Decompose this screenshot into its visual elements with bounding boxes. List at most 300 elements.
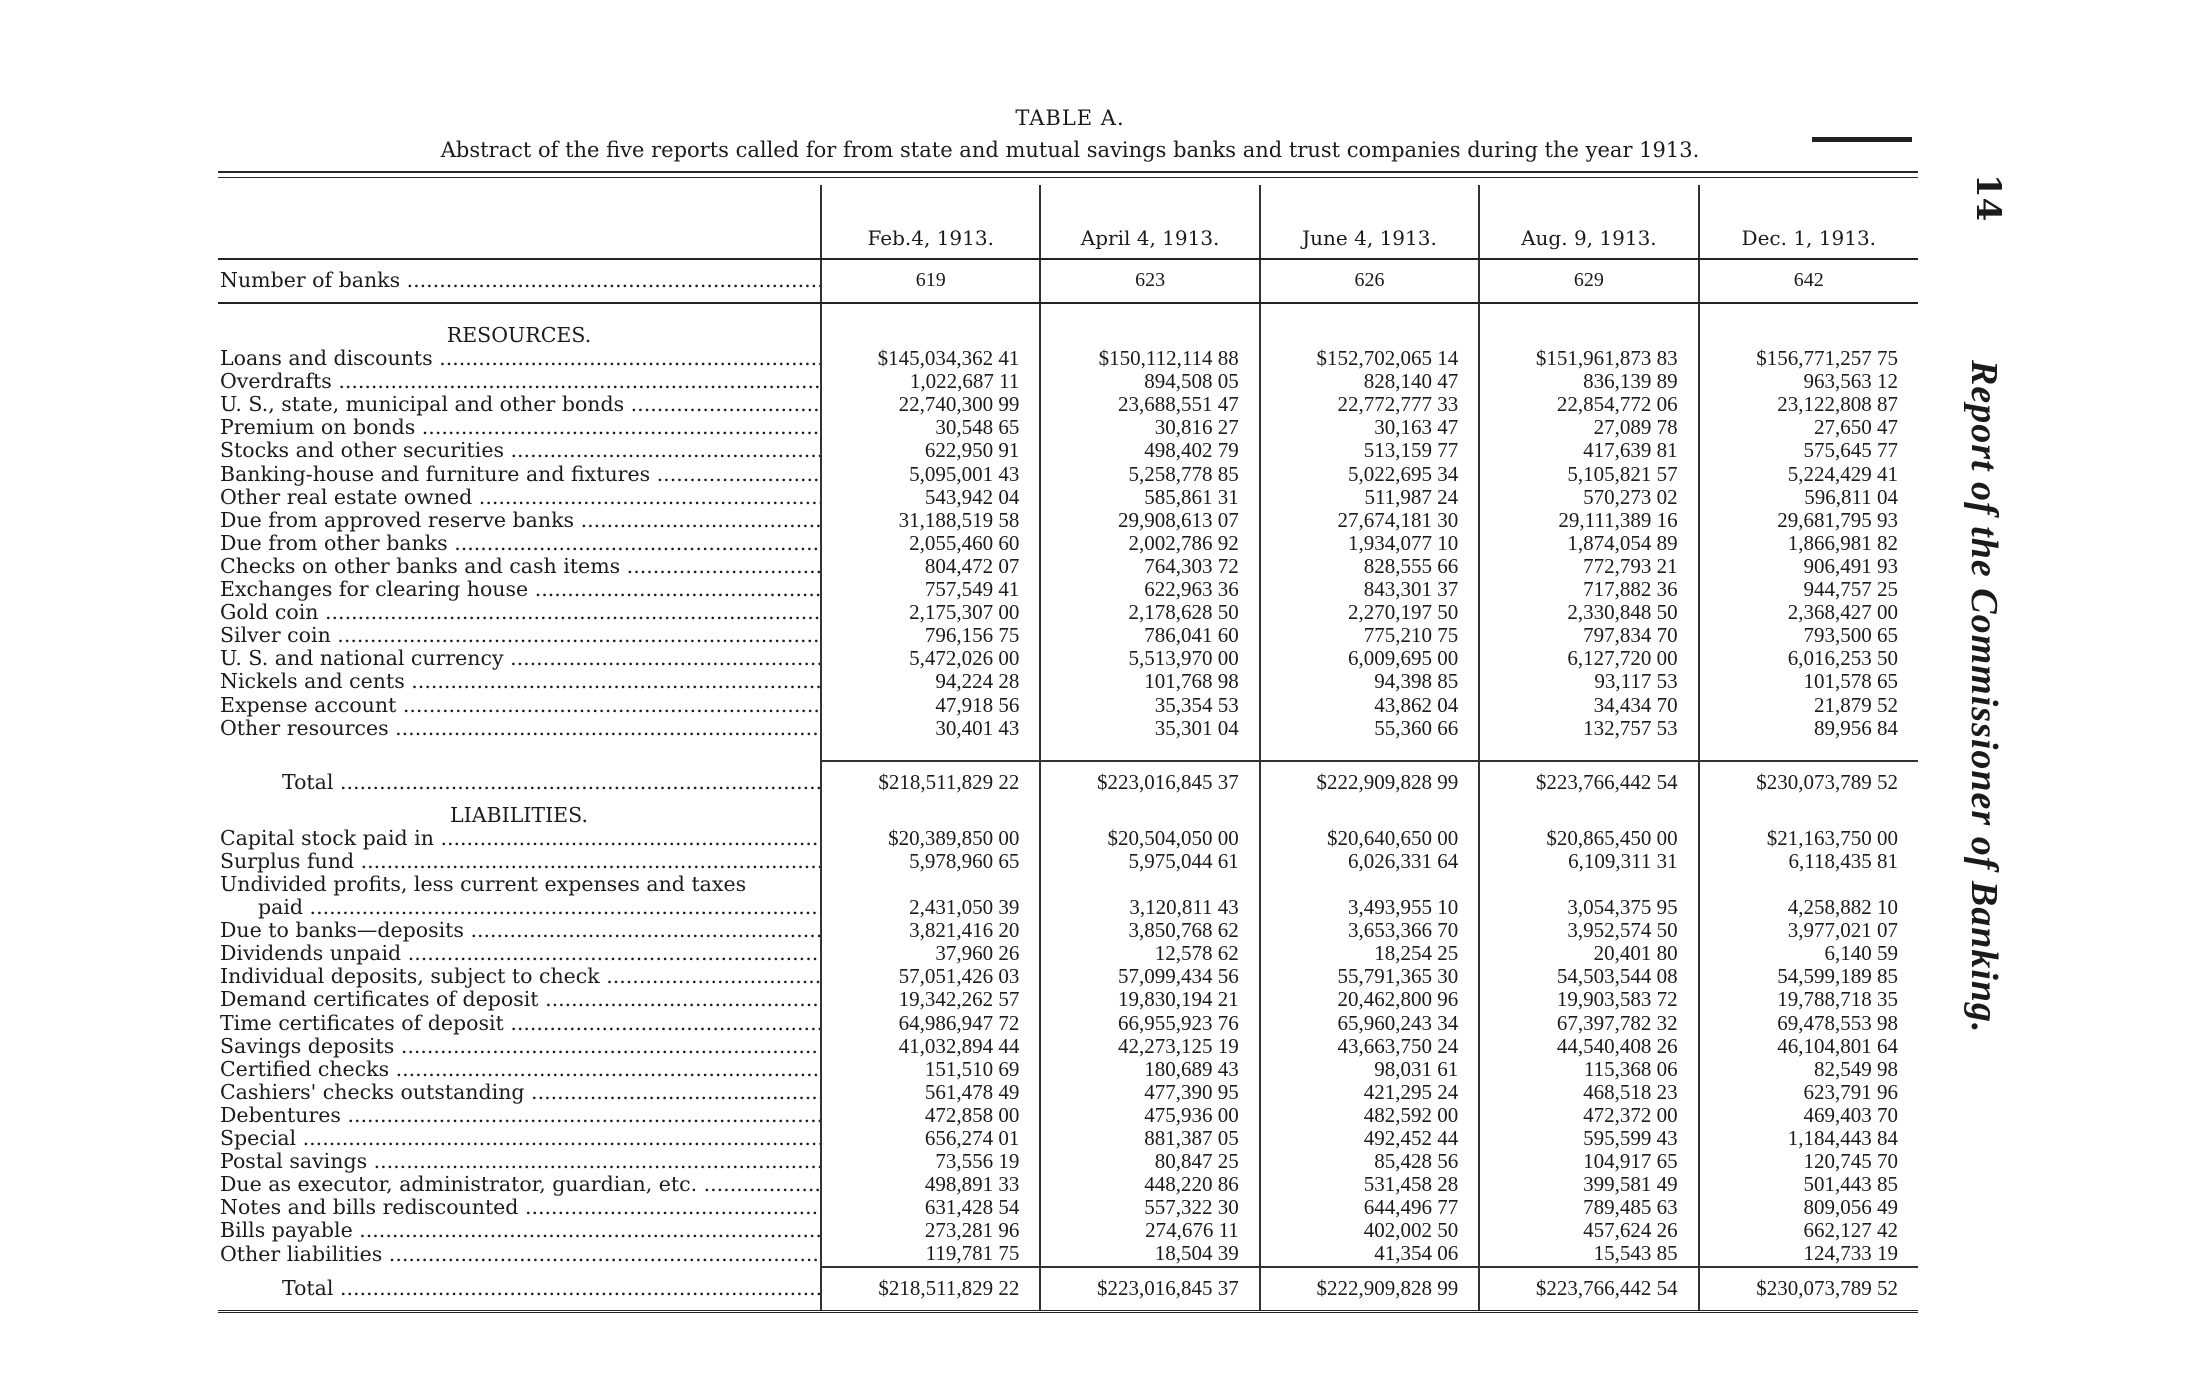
row-label-text: Stocks and other securities [220, 439, 504, 463]
row-label [218, 761, 821, 804]
amount-cell: 35,354 53 [1040, 694, 1259, 717]
row-label [218, 965, 821, 988]
row-label [218, 463, 821, 486]
amount-cell: 894,508 05 [1040, 370, 1259, 393]
running-head: Report of the Commissioner of Banking. [1963, 360, 2005, 1034]
empty-cell [1479, 740, 1698, 761]
amount-cell: 19,830,194 21 [1040, 988, 1259, 1011]
row-label [218, 827, 821, 850]
amount-cell: 6,016,253 50 [1699, 647, 1918, 670]
amount-cell: 717,882 36 [1479, 578, 1698, 601]
amount-cell: 64,986,947 72 [821, 1012, 1040, 1035]
row-label-text: Silver coin [220, 624, 331, 648]
amount-cell: 94,224 28 [821, 670, 1040, 693]
row-label-text: Due from approved reserve banks [220, 508, 575, 532]
amount-cell: 457,624 26 [1479, 1219, 1698, 1242]
empty-cell [1040, 740, 1259, 761]
table-row [218, 647, 1918, 670]
column-header: April 4, 1913. [1040, 185, 1259, 259]
amount-cell: 656,274 01 [821, 1127, 1040, 1150]
amount-cell: 41,354 06 [1260, 1242, 1479, 1266]
row-label [218, 1012, 821, 1035]
row-label-text: Debentures [220, 1103, 341, 1127]
total-amount: $223,016,845 37 [1040, 1267, 1259, 1312]
row-label [218, 532, 821, 555]
amount-cell: 2,002,786 92 [1040, 532, 1259, 555]
amount-cell: 421,295 24 [1260, 1081, 1479, 1104]
amount-cell: 786,041 60 [1040, 624, 1259, 647]
row-label-text: Gold coin [220, 601, 319, 625]
row-label-text: Bills payable [220, 1219, 353, 1243]
amount-cell: 6,109,311 31 [1479, 850, 1698, 873]
amount-cell: 757,549 41 [821, 578, 1040, 601]
amount-cell: 472,372 00 [1479, 1104, 1698, 1127]
amount-cell: 27,089 78 [1479, 416, 1698, 439]
amount-cell: 54,599,189 85 [1699, 965, 1918, 988]
amount-cell: 596,811 04 [1699, 486, 1918, 509]
row-label [218, 1104, 821, 1127]
amount-cell: 43,663,750 24 [1260, 1035, 1479, 1058]
table-row [218, 1035, 1918, 1058]
row-label-text: Special [220, 1127, 297, 1150]
amount-cell: 631,428 54 [821, 1196, 1040, 1219]
amount-cell: 132,757 53 [1479, 717, 1698, 740]
bank-count: 623 [1040, 259, 1259, 303]
row-label [218, 670, 821, 693]
top-rule [218, 171, 1918, 173]
amount-cell: 115,368 06 [1479, 1058, 1698, 1081]
amount-cell: 23,688,551 47 [1040, 393, 1259, 416]
amount-cell: 570,273 02 [1479, 486, 1698, 509]
table-row [218, 416, 1918, 439]
amount-cell: 85,428 56 [1260, 1150, 1479, 1173]
empty-cell [1699, 804, 1918, 827]
amount-cell: 34,434 70 [1479, 694, 1698, 717]
amount-cell: 6,009,695 00 [1260, 647, 1479, 670]
amount-cell: 399,581 49 [1479, 1173, 1698, 1196]
amount-cell: 89,956 84 [1699, 717, 1918, 740]
amount-cell: 22,772,777 33 [1260, 393, 1479, 416]
amount-cell: 30,816 27 [1040, 416, 1259, 439]
amount-cell: 662,127 42 [1699, 1219, 1918, 1242]
total-amount: $218,511,829 22 [821, 761, 1040, 804]
amount-cell: 482,592 00 [1260, 1104, 1479, 1127]
amount-cell: 3,120,811 43 [1040, 896, 1259, 919]
row-label-text: Notes and bills rediscounted [220, 1196, 519, 1220]
row-label [218, 1150, 821, 1173]
amount-cell: 22,740,300 99 [821, 393, 1040, 416]
amount-cell: 104,917 65 [1479, 1150, 1698, 1173]
amount-cell: 417,639 81 [1479, 439, 1698, 462]
amount-cell: 881,387 05 [1040, 1127, 1259, 1150]
amount-cell: 29,681,795 93 [1699, 509, 1918, 532]
amount-cell: 469,403 70 [1699, 1104, 1918, 1127]
table-row [218, 827, 1918, 850]
empty-cell [1260, 740, 1479, 761]
amount-cell: 3,952,574 50 [1479, 919, 1698, 942]
row-label-text: U. S. and national currency [220, 647, 504, 671]
amount-cell: 595,599 43 [1479, 1127, 1698, 1150]
row-label [218, 896, 821, 919]
amount-cell: 273,281 96 [821, 1219, 1040, 1242]
row-label [218, 1196, 821, 1219]
amount-cell: 793,500 65 [1699, 624, 1918, 647]
table-body [218, 259, 1918, 1311]
amount-cell: 54,503,544 08 [1479, 965, 1698, 988]
empty-cell [1699, 873, 1918, 896]
bank-count: 642 [1699, 259, 1918, 303]
amount-cell: 513,159 77 [1260, 439, 1479, 462]
row-label-text: Due to banks—deposits [220, 919, 464, 943]
row-label [218, 555, 821, 578]
row-label [218, 647, 821, 670]
amount-cell: 2,330,848 50 [1479, 601, 1698, 624]
amount-cell: $145,034,362 41 [821, 347, 1040, 370]
amount-cell: 575,645 77 [1699, 439, 1918, 462]
amount-cell: 561,478 49 [821, 1081, 1040, 1104]
amount-cell: 622,963 36 [1040, 578, 1259, 601]
row-label-text: U. S., state, municipal and other bonds [220, 393, 625, 417]
amount-cell: 1,022,687 11 [821, 370, 1040, 393]
amount-cell: 80,847 25 [1040, 1150, 1259, 1173]
amount-cell: $20,640,650 00 [1260, 827, 1479, 850]
bank-count: 629 [1479, 259, 1698, 303]
row-label [218, 486, 821, 509]
amount-cell: 57,099,434 56 [1040, 965, 1259, 988]
amount-cell: 3,850,768 62 [1040, 919, 1259, 942]
row-label [218, 850, 821, 873]
row-label [218, 1127, 821, 1150]
amount-cell: 511,987 24 [1260, 486, 1479, 509]
row-label-text: Premium on bonds [220, 416, 416, 440]
row-label-text: Nickels and cents [220, 670, 405, 694]
table-row [218, 486, 1918, 509]
amount-cell: 1,874,054 89 [1479, 532, 1698, 555]
row-label-text: Savings deposits [220, 1034, 395, 1058]
amount-cell: 797,834 70 [1479, 624, 1698, 647]
amount-cell: 492,452 44 [1260, 1127, 1479, 1150]
amount-cell: 5,258,778 85 [1040, 463, 1259, 486]
column-header: Aug. 9, 1913. [1479, 185, 1698, 259]
amount-cell: 29,111,389 16 [1479, 509, 1698, 532]
amount-cell: 944,757 25 [1699, 578, 1918, 601]
total-amount: $223,766,442 54 [1479, 761, 1698, 804]
table-row [218, 370, 1918, 393]
table-row [218, 1242, 1918, 1266]
section-heading-row [218, 324, 1918, 347]
row-label-text: Overdrafts [220, 370, 332, 394]
amount-cell: 585,861 31 [1040, 486, 1259, 509]
amount-cell: 67,397,782 32 [1479, 1012, 1698, 1035]
amount-cell: 472,858 00 [821, 1104, 1040, 1127]
table-row [218, 1173, 1918, 1196]
amount-cell: 20,401 80 [1479, 942, 1698, 965]
amount-cell: 828,140 47 [1260, 370, 1479, 393]
amount-cell: 19,788,718 35 [1699, 988, 1918, 1011]
row-label [218, 1219, 821, 1242]
empty-cell [821, 873, 1040, 896]
amount-cell: 37,960 26 [821, 942, 1040, 965]
table-row [218, 919, 1918, 942]
row-label [218, 601, 821, 624]
row-label-text: Cashiers' checks outstanding [220, 1080, 525, 1104]
table-row [218, 965, 1918, 988]
amount-cell: 19,342,262 57 [821, 988, 1040, 1011]
table-row [218, 393, 1918, 416]
row-label-text: Dividends unpaid [220, 942, 402, 966]
amount-cell: 31,188,519 58 [821, 509, 1040, 532]
amount-cell: 501,443 85 [1699, 1173, 1918, 1196]
column-header-row [218, 185, 1918, 259]
amount-cell: 57,051,426 03 [821, 965, 1040, 988]
amount-cell: 73,556 19 [821, 1150, 1040, 1173]
row-label-text: Exchanges for clearing house [220, 578, 529, 602]
amount-cell: 66,955,923 76 [1040, 1012, 1259, 1035]
amount-cell: 809,056 49 [1699, 1196, 1918, 1219]
amount-cell: 44,540,408 26 [1479, 1035, 1698, 1058]
column-header: Dec. 1, 1913. [1699, 185, 1918, 259]
total-row [218, 1267, 1918, 1312]
row-label [218, 717, 821, 740]
row-label-text: Surplus fund [220, 849, 355, 873]
row-label [218, 393, 821, 416]
table-row [218, 463, 1918, 486]
amount-cell: $21,163,750 00 [1699, 827, 1918, 850]
row-label-text: Due from other banks [220, 531, 448, 555]
amount-cell: 15,543 85 [1479, 1242, 1698, 1266]
row-label [218, 439, 821, 462]
amount-cell: 180,689 43 [1040, 1058, 1259, 1081]
amount-cell: 23,122,808 87 [1699, 393, 1918, 416]
row-label-text: Other resources [220, 716, 389, 740]
table-row [218, 624, 1918, 647]
empty-cell [1479, 873, 1698, 896]
amount-cell: $20,504,050 00 [1040, 827, 1259, 850]
table-row [218, 1219, 1918, 1242]
amount-cell: 623,791 96 [1699, 1081, 1918, 1104]
column-header-label [218, 185, 821, 259]
table-row [218, 873, 1918, 896]
amount-cell: 29,908,613 07 [1040, 509, 1259, 532]
table-row [218, 942, 1918, 965]
amount-cell: 2,431,050 39 [821, 896, 1040, 919]
row-label-text: Time certificates of deposit [220, 1011, 504, 1035]
total-amount: $223,766,442 54 [1479, 1267, 1698, 1312]
table-row [218, 988, 1918, 1011]
amount-cell: 796,156 75 [821, 624, 1040, 647]
table-row [218, 578, 1918, 601]
row-label [218, 942, 821, 965]
total-amount: $230,073,789 52 [1699, 761, 1918, 804]
total-amount: $223,016,845 37 [1040, 761, 1259, 804]
amount-cell: 6,140 59 [1699, 942, 1918, 965]
amount-cell: 557,322 30 [1040, 1196, 1259, 1219]
row-label [218, 624, 821, 647]
amount-cell: 5,472,026 00 [821, 647, 1040, 670]
amount-cell: $156,771,257 75 [1699, 347, 1918, 370]
amount-cell: 55,791,365 30 [1260, 965, 1479, 988]
row-label-text: Expense account [220, 693, 397, 717]
amount-cell: $20,865,450 00 [1479, 827, 1698, 850]
row-label: Undivided profits, less current expenses and taxes [220, 872, 747, 896]
page-number: 14 [1968, 174, 2008, 222]
amount-cell: 804,472 07 [821, 555, 1040, 578]
amount-cell: 477,390 95 [1040, 1081, 1259, 1104]
row-label [218, 740, 821, 761]
amount-cell: 789,485 63 [1479, 1196, 1698, 1219]
row-label [218, 347, 821, 370]
column-header: June 4, 1913. [1260, 185, 1479, 259]
row-label-text: Certified checks [220, 1057, 390, 1081]
amount-cell: 94,398 85 [1260, 670, 1479, 693]
amount-cell: 101,578 65 [1699, 670, 1918, 693]
table-row [218, 509, 1918, 532]
amount-cell: 274,676 11 [1040, 1219, 1259, 1242]
row-label [218, 1058, 821, 1081]
amount-cell: 963,563 12 [1699, 370, 1918, 393]
table-title: TABLE A. [1015, 106, 1125, 130]
total-amount: $230,073,789 52 [1699, 1267, 1918, 1312]
amount-cell: 43,862 04 [1260, 694, 1479, 717]
table-row [218, 347, 1918, 370]
amount-cell: 1,184,443 84 [1699, 1127, 1918, 1150]
table-row [218, 1127, 1918, 1150]
row-label-text: Banking-house and furniture and fixtures [220, 462, 651, 486]
spacer-row [218, 740, 1918, 761]
amount-cell: 2,270,197 50 [1260, 601, 1479, 624]
amount-cell: 5,105,821 57 [1479, 463, 1698, 486]
amount-cell: 5,022,695 34 [1260, 463, 1479, 486]
amount-cell: 12,578 62 [1040, 942, 1259, 965]
amount-cell: 30,401 43 [821, 717, 1040, 740]
amount-cell: 906,491 93 [1699, 555, 1918, 578]
printed-dash-mark [1812, 137, 1912, 142]
table-row [218, 555, 1918, 578]
amount-cell: 6,026,331 64 [1260, 850, 1479, 873]
table-row [218, 532, 1918, 555]
total-row [218, 761, 1918, 804]
row-label [218, 1081, 821, 1104]
amount-cell: 30,163 47 [1260, 416, 1479, 439]
amount-cell: 30,548 65 [821, 416, 1040, 439]
row-label-text: Total [282, 1275, 334, 1300]
amount-cell: 5,978,960 65 [821, 850, 1040, 873]
amount-cell: 47,918 56 [821, 694, 1040, 717]
amount-cell: 772,793 21 [1479, 555, 1698, 578]
row-label-text: Other liabilities [220, 1242, 383, 1266]
table-row [218, 850, 1918, 873]
amount-cell: 46,104,801 64 [1699, 1035, 1918, 1058]
row-label [218, 1267, 821, 1312]
row-label: Number of banks ..... [218, 259, 821, 303]
total-amount: $218,511,829 22 [821, 1267, 1040, 1312]
amount-cell: $152,702,065 14 [1260, 347, 1479, 370]
empty-cell [821, 804, 1040, 827]
row-label-text: Due as executor, administrator, guardian, etc. [220, 1173, 698, 1197]
amount-cell: 622,950 91 [821, 439, 1040, 462]
amount-cell: 42,273,125 19 [1040, 1035, 1259, 1058]
empty-cell [1040, 804, 1259, 827]
row-label-text: paid [258, 896, 304, 920]
amount-cell: 764,303 72 [1040, 555, 1259, 578]
amount-cell: 6,127,720 00 [1479, 647, 1698, 670]
row-label [218, 370, 821, 393]
bank-count: 626 [1260, 259, 1479, 303]
amount-cell: $151,961,873 83 [1479, 347, 1698, 370]
amount-cell: 2,175,307 00 [821, 601, 1040, 624]
amount-cell: 1,934,077 10 [1260, 532, 1479, 555]
empty-cell [1699, 740, 1918, 761]
amount-cell: 2,178,628 50 [1040, 601, 1259, 624]
amount-cell: 6,118,435 81 [1699, 850, 1918, 873]
amount-cell: 402,002 50 [1260, 1219, 1479, 1242]
amount-cell: 2,055,460 60 [821, 532, 1040, 555]
amount-cell: 5,224,429 41 [1699, 463, 1918, 486]
table-row [218, 896, 1918, 919]
table-subtitle: Abstract of the five reports called for from state and mutual savings banks and trust companies during the year 1913. [440, 138, 1700, 162]
row-label-text: Loans and discounts [220, 347, 433, 371]
table-row [218, 1150, 1918, 1173]
amount-cell: 27,674,181 30 [1260, 509, 1479, 532]
empty-cell [1040, 873, 1259, 896]
spacer-row [218, 303, 1918, 324]
number-of-banks-row [218, 259, 1918, 303]
amount-cell: 5,095,001 43 [821, 463, 1040, 486]
table-row [218, 1058, 1918, 1081]
empty-cell [1260, 804, 1479, 827]
amount-cell: $150,112,114 88 [1040, 347, 1259, 370]
amount-cell: 55,360 66 [1260, 717, 1479, 740]
amount-cell: 69,478,553 98 [1699, 1012, 1918, 1035]
amount-cell: 35,301 04 [1040, 717, 1259, 740]
amount-cell: 3,493,955 10 [1260, 896, 1479, 919]
table-row [218, 601, 1918, 624]
row-label [218, 694, 821, 717]
amount-cell: $20,389,850 00 [821, 827, 1040, 850]
amount-cell: 5,513,970 00 [1040, 647, 1259, 670]
amount-cell: 22,854,772 06 [1479, 393, 1698, 416]
row-label [218, 988, 821, 1011]
amount-cell: 3,653,366 70 [1260, 919, 1479, 942]
table-row [218, 1104, 1918, 1127]
table-row [218, 1081, 1918, 1104]
table-row [218, 1012, 1918, 1035]
amount-cell: 475,936 00 [1040, 1104, 1259, 1127]
empty-cell [821, 740, 1040, 761]
column-header: Feb.4, 1913. [821, 185, 1040, 259]
abstract-table [218, 185, 1918, 1313]
row-label-text: Checks on other banks and cash items [220, 554, 621, 578]
amount-cell: 19,903,583 72 [1479, 988, 1698, 1011]
empty-cell [1479, 804, 1698, 827]
amount-cell: 498,402 79 [1040, 439, 1259, 462]
amount-cell: 3,054,375 95 [1479, 896, 1698, 919]
amount-cell: 3,821,416 20 [821, 919, 1040, 942]
row-label-text: Other real estate owned [220, 485, 473, 509]
section-heading-row [218, 804, 1918, 827]
row-label-text: Individual deposits, subject to check [220, 965, 600, 989]
amount-cell: 119,781 75 [821, 1242, 1040, 1266]
amount-cell: 5,975,044 61 [1040, 850, 1259, 873]
row-label [218, 416, 821, 439]
amount-cell: 21,879 52 [1699, 694, 1918, 717]
amount-cell: 27,650 47 [1699, 416, 1918, 439]
amount-cell: 124,733 19 [1699, 1242, 1918, 1266]
amount-cell: 2,368,427 00 [1699, 601, 1918, 624]
amount-cell: 468,518 23 [1479, 1081, 1698, 1104]
amount-cell: 41,032,894 44 [821, 1035, 1040, 1058]
amount-cell: 4,258,882 10 [1699, 896, 1918, 919]
